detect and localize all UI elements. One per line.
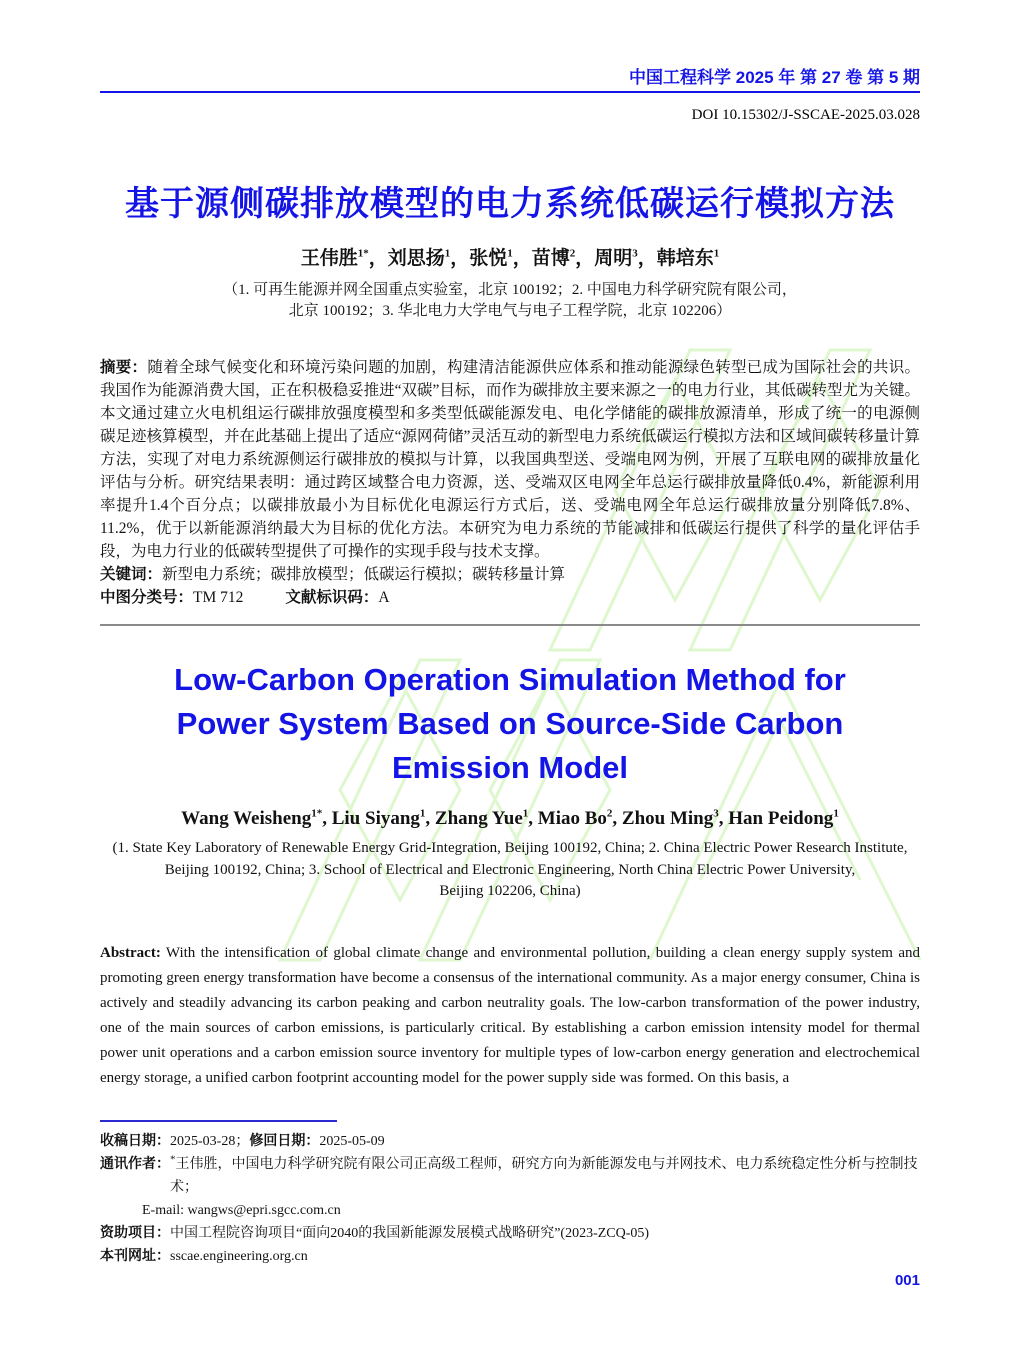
revised-date: 2025-05-09: [319, 1134, 385, 1149]
author-affiliation-marker: 3: [713, 807, 719, 820]
email-text: E-mail: wangws@epri.sgcc.com.cn: [142, 1203, 341, 1218]
affiliations-en: [100, 838, 920, 903]
affiliations-cn: [100, 280, 920, 322]
author-affiliation-marker: 1*: [311, 807, 323, 820]
author-cn: ，张悦$^1$: [450, 247, 513, 269]
clc-value: TM 712: [193, 589, 244, 606]
author-cn: ，刘思扬$^1$: [368, 247, 451, 269]
footnote-block: [100, 1120, 920, 1268]
affiliation-line: 北京 100192；3. 华北电力大学电气与电子工程学院，北京 102206）: [288, 303, 732, 319]
abstract-label-cn: 摘要：: [100, 359, 148, 376]
abstract-cn: [100, 356, 920, 563]
author-cn: ，周明$^3$: [575, 247, 638, 269]
received-date-label: 收稿日期：: [100, 1134, 170, 1149]
author-affiliation-marker: 1: [419, 807, 426, 820]
website-label: 本刊网址：: [100, 1249, 170, 1264]
article-title-en: [100, 658, 920, 790]
author-affiliation-marker: 1: [522, 807, 529, 820]
journal-issue-line: 中国工程科学 2025 年 第 27 卷 第 5 期: [629, 68, 920, 87]
abstract-body-cn: 随着全球气候变化和环境污染问题的加剧，构建清洁能源供应体系和推动能源绿色转型已成为国际社会的共识。我国作为能源消费大国，正在积极稳妥推进“双碳”目标，而作为碳排放主要来源之一的电力行业，其低碳转型尤为关键。本文通过建立火电机组运行碳排放强度模型和多类型低碳能源发电、电化学储能的碳排放源清单，形成了统一的电源侧碳足迹核算模型，并在此基础上提出了适应“源网荷储”灵活互动的新型电力系统低碳运行模拟方法和区域间碳转移量计算方法，实现了对电力系统源侧运行碳排放的模拟与计算，以我国典型送、受端电网为例，开展了互联电网的碳排放量化评估与分析。研究结果表明：通过跨区域整合电力资源，送、受端双区电网全年总运行碳排放量降低0.4%，新能源利用率提升1.4个百分点；以碳排放最小为目标优化电源运行方式后，送、受端电网全年总运行碳排放量分别降低7.8%、11.2%，优于以新能源消纳最大为目标的优化方法。本研究为电力系统的节能减排和低碳运行提供了科学的量化评估手段，为电力行业的低碳转型提供了可操作的实现手段与技术支撑。: [100, 359, 920, 560]
classification-line: [100, 586, 920, 609]
footnote-website: [100, 1245, 920, 1268]
revised-date-label: 修回日期：: [249, 1134, 320, 1149]
authors-en: [100, 806, 920, 832]
abstract-body-en: With the intensification of global climate change and environmental pollution, building a clean energy supply system and promoting green energy transformation have become a consensus of the international community. As a major energy consumer, China is actively and steadily advancing its carbon peaking and carbon neutrality goals. The low-carbon transformation of the power industry, one of the main sources of carbon emissions, is particularly critical. By establishing a carbon emission intensity model for thermal power unit operations and a carbon emission source inventory for multiple types of low-carbon energy generation and electrochemical energy storage, a unified carbon footprint accounting model for the power supply side was formed. On this basis, a: [100, 944, 920, 1086]
received-date: 2025-03-28；: [170, 1134, 250, 1149]
page-content: [100, 0, 920, 1091]
author-en: , Zhou Ming$^3$: [612, 807, 719, 829]
author-affiliation-marker: 1*: [357, 247, 369, 260]
author-en: Wang Weisheng$^{1*}$: [181, 807, 323, 829]
title-line-en: Low-Carbon Operation Simulation Method for: [174, 662, 846, 697]
funding-text: 中国工程院咨询项目“面向2040的我国新能源发展模式战略研究”(2023-ZCQ-05): [170, 1226, 650, 1241]
footnote-email: [100, 1199, 920, 1222]
corresponding-author-marker: *: [170, 1153, 176, 1166]
header-rule: [100, 91, 920, 93]
keywords-body-cn: 新型电力系统；碳排放模型；低碳运行模拟；碳转移量计算: [162, 566, 566, 583]
corresponding-author-label: 通讯作者：: [100, 1157, 170, 1172]
doi-text: DOI 10.15302/J-SSCAE-2025.03.028: [691, 107, 920, 123]
funding-label: 资助项目：: [100, 1226, 170, 1241]
author-cn: 王伟胜$^{1*}$: [300, 247, 369, 269]
author-affiliation-marker: 2: [606, 807, 613, 820]
footnote-rule: [100, 1120, 337, 1122]
footnote-funding: [100, 1222, 920, 1245]
author-en: , Miao Bo$^2$: [528, 807, 613, 829]
author-cn: ，苗博$^2$: [512, 247, 576, 269]
website-text: sscae.engineering.org.cn: [170, 1249, 308, 1264]
affiliation-line: (1. State Key Laboratory of Renewable Energy Grid-Integration, Beijing 100192, China; 2. China Electric Power Research Institute,: [112, 840, 908, 856]
clc-label: 中图分类号：: [100, 589, 194, 606]
footnote-corresponding-author: [100, 1153, 920, 1199]
title-line-en: Emission Model: [392, 750, 628, 785]
section-divider: [100, 624, 920, 626]
keywords-label-cn: 关键词：: [100, 566, 163, 583]
author-affiliation-marker: 1: [833, 807, 839, 820]
author-affiliation-marker: 2: [569, 247, 576, 260]
affiliation-line: Beijing 100192, China; 3. School of Electrical and Electronic Engineering, North China Electric Power University,: [164, 861, 856, 878]
author-en: , Liu Siyang$^1$: [322, 807, 426, 829]
title-line-en: Power System Based on Source-Side Carbon: [176, 706, 844, 741]
author-affiliation-marker: 1: [713, 247, 720, 260]
authors-cn: [100, 246, 920, 272]
corresponding-author-text: 王伟胜，中国电力科学研究院有限公司正高级工程师，研究方向为新能源发电与并网技术、电力系统稳定性分析与控制技术；: [170, 1157, 918, 1195]
author-cn: ，韩培东$^1$: [637, 247, 720, 269]
author-en: , Zhang Yue$^1$: [425, 807, 529, 829]
author-affiliation-marker: 1: [444, 247, 451, 260]
footnote-dates: [100, 1130, 920, 1153]
article-title-cn: 基于源侧碳排放模型的电力系统低碳运行模拟方法: [125, 185, 895, 223]
author-affiliation-marker: 3: [632, 247, 638, 260]
abstract-en: [100, 941, 920, 1091]
affiliation-line: Beijing 102206, China): [439, 883, 581, 899]
doc-code-label: 文献标识码：: [285, 589, 379, 606]
author-affiliation-marker: 1: [507, 247, 513, 260]
abstract-label-en: Abstract:: [100, 944, 161, 961]
affiliation-line: （1. 可再生能源并网全国重点实验室，北京 100192；2. 中国电力科学研究院有限公司，: [223, 282, 797, 298]
page-number: 001: [894, 1272, 920, 1289]
keywords-cn: [100, 563, 920, 586]
doc-code-value: A: [378, 589, 390, 606]
author-en: , Han Peidong$^1$: [718, 807, 839, 829]
